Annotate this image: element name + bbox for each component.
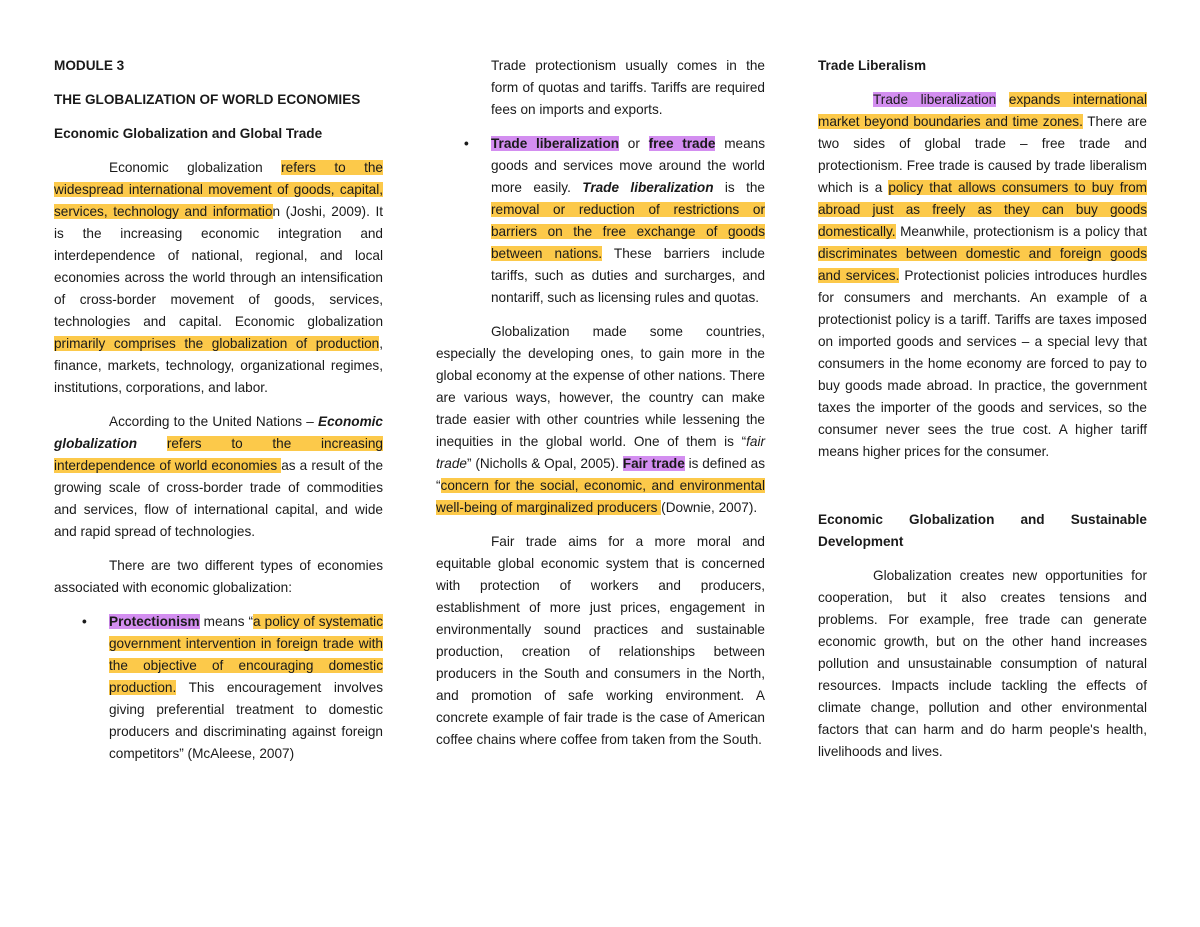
text-run: This encouragement involves giving preferential treatment to domestic producers and discriminating against foreign competitors” (McAleese, 2007) [109, 680, 383, 761]
paragraph-two-types: There are two different types of economies associated with economic globalization: [54, 558, 383, 595]
highlight-purple-term: Protectionism [109, 614, 200, 629]
highlight-yellow: refers to the widespread international movement of goods, capital, services, technology and informatio [54, 160, 383, 219]
text-run: means goods and services move around the world more easily. [491, 136, 765, 195]
highlight-yellow: removal or reduction of restrictions or barriers on the free exchange of goods between nations. [491, 202, 765, 261]
text-run: is the [713, 180, 765, 195]
column-middle [436, 55, 765, 763]
bullet-icon: • [464, 136, 469, 151]
text-run [137, 436, 167, 451]
highlight-yellow: expands international market beyond boundaries and time zones. [818, 92, 1147, 129]
text-run: According to the United Nations – [109, 414, 319, 429]
text-run: or [619, 136, 649, 151]
column-right [818, 55, 1147, 775]
highlight-purple-term: Fair trade [622, 456, 685, 471]
text-run: Economic globalization [109, 160, 282, 175]
highlight-yellow: policy that allows consumers to buy from abroad just as freely as they can buy goods domestically. [818, 180, 1147, 239]
text-run [996, 92, 1009, 107]
highlight-yellow: a policy of systematic government intervention in foreign trade with the objective of encouraging domestic production. [109, 614, 383, 695]
section-heading-economic-globalization: Economic Globalization and Global Trade [54, 126, 323, 141]
text-run: Protectionist policies introduces hurdles for consumers and merchants. An example of a protectionist policy is a tariff. Tariffs are taxes imposed on imported goods and services – a special levy that consumers in the home economy are forced to pay to buy goods made abroad. In practice, the government taxes the importer of the goods and services, so the consumer never sees the true cost. A higher tariff means higher prices for the consumer. [818, 268, 1148, 459]
document-title: THE GLOBALIZATION OF WORLD ECONOMIES [54, 92, 361, 107]
bullet-trade-liberalization [436, 133, 765, 309]
paragraph-economic-globalization [54, 157, 383, 399]
paragraph-sustainable-development: Globalization creates new opportunities for cooperation, but it also creates tensions and problems. For example, free trade can generate economic growth, but on the other hand increases pollution and unsustainable consumption of natural resources. Impacts include tackling the effects of climate change, pollution and other environmental factors that can harm and do harm people's health, livelihoods and lives. [818, 568, 1147, 759]
text-run: as a result of the growing scale of cross-border trade of commodities and services, flow of international capital, and wide and rapid spread of technologies. [54, 458, 384, 539]
paragraph-fair-trade-aims: Fair trade aims for a more moral and equitable global economic system that is concerned with protection of workers and producers, establishment of more just prices, engagement in environmentally sound practices and sustainable production, creation of relationships between producers in the South and consumers in the North, and promotion of safe working environment. A concrete example of fair trade is the case of American coffee chains where coffee from taken from the South. [436, 534, 765, 747]
paragraph-trade-protectionism [436, 55, 765, 121]
highlight-purple-term: Trade liberalization [873, 92, 997, 107]
text-run: n (Joshi, 2009). It is the increasing economic integration and interdependence of national, regional, and local economies across the world through an intensification of cross-border movement of goods, services, technologies and capital. Economic globalization [54, 204, 383, 329]
emphasis-term: Trade liberalization [582, 180, 714, 195]
highlight-purple-term: Trade liberalization [491, 136, 620, 151]
text-run: is defined as “ [436, 456, 765, 493]
text-run: means “ [199, 614, 254, 629]
text-run: Globalization made some countries, especially the developing ones, to gain more in the global economy at the expense of other nations. There are various ways, however, the country can make trade easier with other countries while lessening the inequities in the global world. One of them is “ [436, 324, 765, 449]
text-run: Trade protectionism usually comes in the form of quotas and tariffs. Tariffs are required fees on imports and exports. [491, 58, 765, 117]
section-heading-trade-liberalism: Trade Liberalism [818, 58, 927, 73]
column-left [54, 55, 383, 777]
highlight-purple-term: free trade [648, 136, 716, 151]
text-run: (Downie, 2007). [661, 500, 758, 515]
text-run: , finance, markets, technology, organizational regimes, institutions, corporations, and labor. [54, 336, 383, 395]
module-label: MODULE 3 [54, 58, 125, 73]
paragraph-trade-liberalism [818, 89, 1147, 463]
text-run: There are two sides of global trade – free trade and protectionism. Free trade is caused by trade liberalism which is a [818, 114, 1147, 195]
paragraph-united-nations [54, 411, 383, 543]
highlight-yellow: concern for the social, economic, and environmental well-being of marginalized producers [436, 478, 765, 515]
bullet-icon: • [82, 614, 87, 629]
emphasis-term: Economic globalization [54, 414, 383, 451]
text-run: These barriers include tariffs, such as duties and surcharges, and nontariff, such as licensing rules and quotas. [491, 246, 765, 305]
highlight-yellow: refers to the increasing interdependence of world economies [54, 436, 383, 473]
section-heading-sustainable-development: Economic Globalization and Sustainable Development [818, 512, 1147, 549]
emphasis-term: fair trade [436, 434, 765, 471]
paragraph-fair-trade-intro [436, 321, 765, 519]
text-run: Meanwhile, protectionism is a policy that [895, 224, 1147, 239]
text-run: ” (Nicholls & Opal, 2005). [466, 456, 623, 471]
bullet-protectionism [54, 611, 383, 765]
highlight-yellow: primarily comprises the globalization of production [54, 336, 380, 351]
highlight-yellow: discriminates between domestic and foreign goods and services. [818, 246, 1147, 283]
section-spacer [818, 475, 1147, 509]
